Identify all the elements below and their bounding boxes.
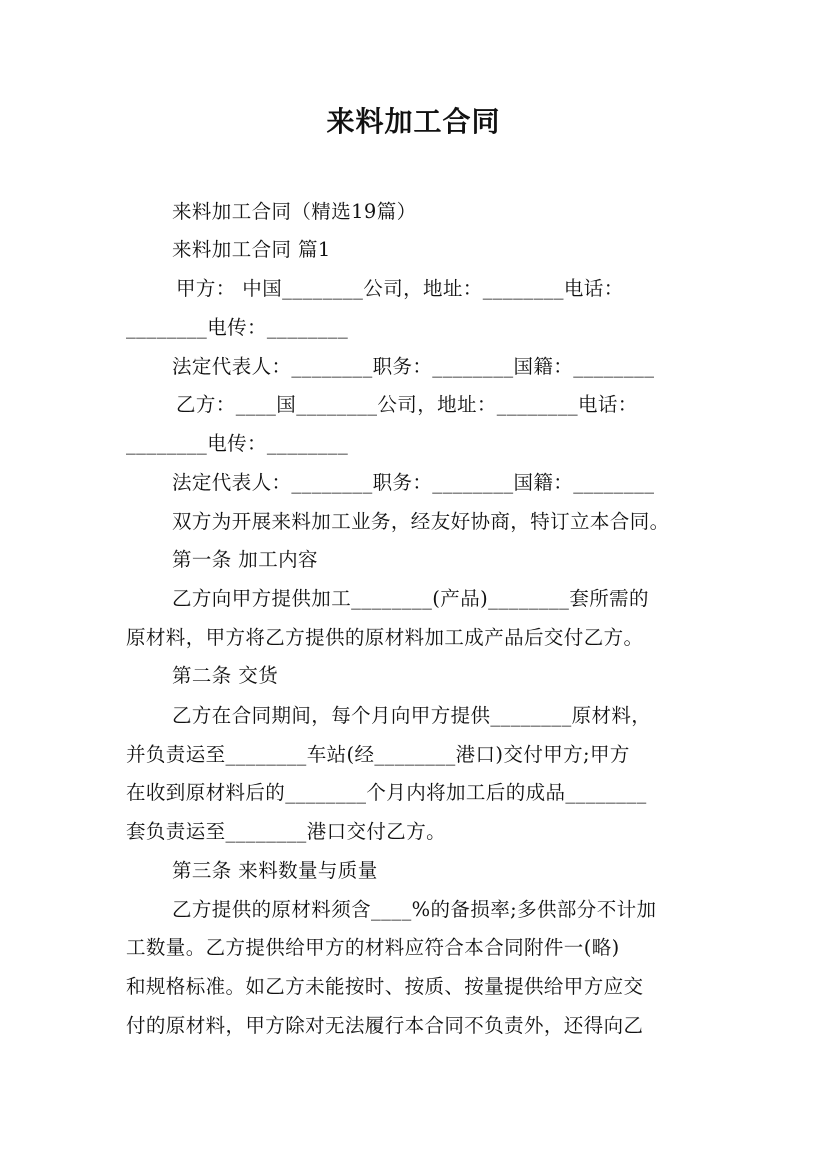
article-2-heading: 第二条 交货 <box>172 664 279 687</box>
article-3-text: 付的原材料，甲方除对无法履行本合同不负责外，还得向乙 <box>126 1014 644 1037</box>
party-a-contact: ________电传：________ <box>126 316 349 339</box>
article-3-text: 工数量。乙方提供给甲方的材料应符合本合同附件一(略) <box>126 936 620 959</box>
document-title: 来料加工合同 <box>326 105 501 138</box>
preamble-text: 双方为开展来料加工业务，经友好协商，特订立本合同。 <box>172 510 670 533</box>
section-heading: 来料加工合同 篇1 <box>172 238 331 261</box>
party-b-contact: ________电传：________ <box>126 432 349 455</box>
article-3-text: 乙方提供的原材料须含____%的备损率;多供部分不计加 <box>172 898 657 921</box>
document-subtitle: 来料加工合同（精选19篇） <box>172 200 417 223</box>
party-b-representative: 法定代表人：________职务：________国籍：________ <box>172 471 655 494</box>
article-2-text: 乙方在合同期间，每个月向甲方提供________原材料， <box>172 704 652 727</box>
article-2-text: 并负责运至________车站(经________港口)交付甲方;甲方 <box>126 743 630 766</box>
article-2-text: 在收到原材料后的________个月内将加工后的成品________ <box>126 781 647 804</box>
article-2-text: 套负责运至________港口交付乙方。 <box>126 820 447 843</box>
article-1-heading: 第一条 加工内容 <box>172 548 318 571</box>
article-3-text: 和规格标准。如乙方未能按时、按质、按量提供给甲方应交 <box>126 975 644 998</box>
article-3-heading: 第三条 来料数量与质量 <box>172 859 378 882</box>
party-b-line: 乙方：____国________公司，地址：________电话： <box>176 393 638 416</box>
article-1-text: 原材料，甲方将乙方提供的原材料加工成产品后交付乙方。 <box>126 626 644 649</box>
party-a-representative: 法定代表人：________职务：________国籍：________ <box>172 355 655 378</box>
article-1-text: 乙方向甲方提供加工________(产品)________套所需的 <box>172 587 649 610</box>
party-a-line: 甲方： 中国________公司，地址：________电话： <box>176 277 624 300</box>
